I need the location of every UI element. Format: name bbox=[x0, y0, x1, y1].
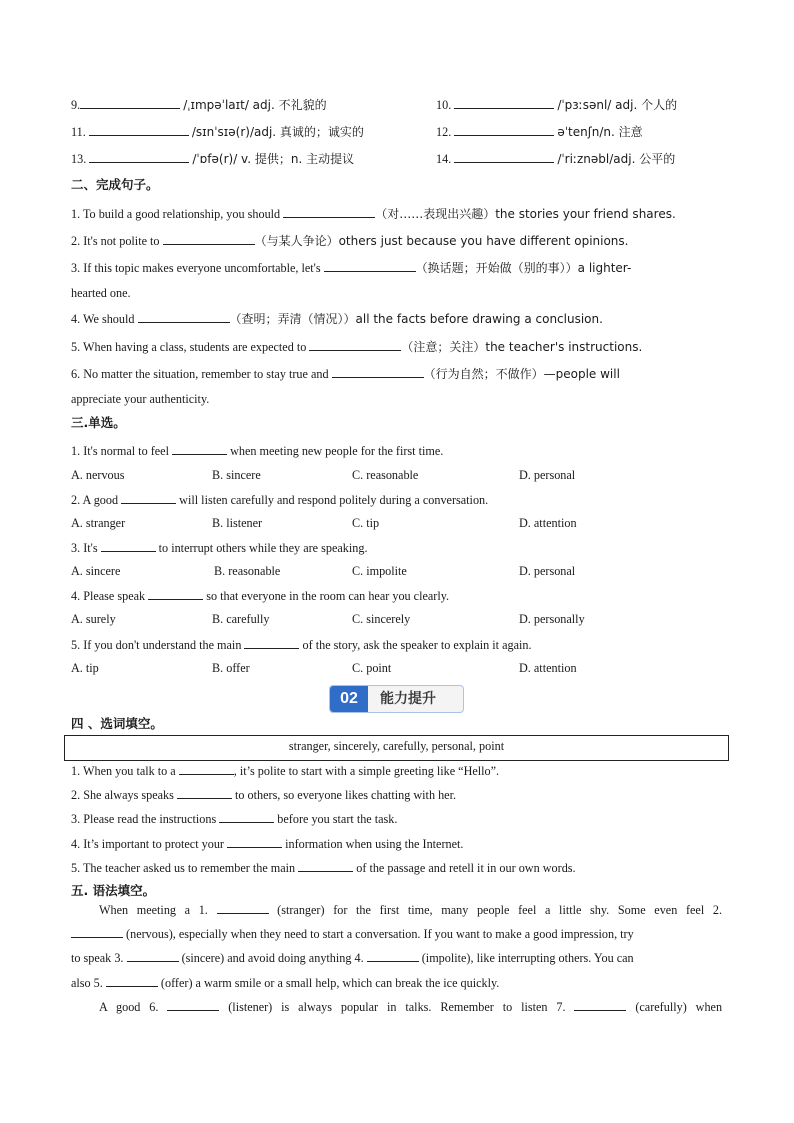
question-4: 4. Please speak so that everyone in the room can hear you clearly. bbox=[71, 589, 450, 603]
answer-blank[interactable] bbox=[80, 96, 180, 109]
option-d[interactable]: D. attention bbox=[519, 516, 577, 530]
answer-blank[interactable] bbox=[309, 338, 401, 351]
answer-blank[interactable] bbox=[454, 123, 554, 136]
passage-line-1: When meeting a 1. (stranger) for the first time, many people feel a little shy. Some even feel 2. bbox=[99, 903, 722, 917]
answer-blank[interactable] bbox=[106, 974, 158, 987]
option-a[interactable]: A. stranger bbox=[71, 516, 126, 530]
answer-blank[interactable] bbox=[177, 786, 232, 799]
passage-line-3: to speak 3. (sincere) and avoid doing anything 4. (impolite), like interrupting others. You can bbox=[71, 951, 634, 965]
vocab-item-13: 13. /ˈɒfə(r)/ v. 提供；n. 主动提议 bbox=[71, 152, 355, 166]
option-d[interactable]: D. personally bbox=[519, 612, 585, 626]
answer-blank[interactable] bbox=[172, 442, 227, 455]
vocab-item-9: 9. /ˌɪmpəˈlaɪt/ adj. 不礼貌的 bbox=[71, 98, 327, 112]
answer-blank[interactable] bbox=[298, 859, 353, 872]
fill-sentence-5: 5. The teacher asked us to remember the main of the passage and retell it in our own words. bbox=[71, 861, 576, 875]
option-d[interactable]: D. personal bbox=[519, 564, 576, 578]
sentence-5: 5. When having a class, students are expected to （注意；关注）the teacher's instructions. bbox=[71, 340, 643, 354]
answer-blank[interactable] bbox=[138, 310, 230, 323]
badge-label: 能力提升 bbox=[380, 691, 436, 707]
answer-blank[interactable] bbox=[217, 901, 269, 914]
option-c[interactable]: C. tip bbox=[352, 516, 380, 530]
passage-line-4: also 5. (offer) a warm smile or a small help, which can break the ice quickly. bbox=[71, 976, 500, 990]
answer-blank[interactable] bbox=[101, 539, 156, 552]
option-d[interactable]: D. personal bbox=[519, 468, 576, 482]
option-a[interactable]: A. nervous bbox=[71, 468, 125, 482]
answer-blank[interactable] bbox=[163, 232, 255, 245]
sentence-2: 2. It's not polite to （与某人争论）others just because you have different opinions. bbox=[71, 234, 629, 248]
answer-blank[interactable] bbox=[179, 762, 234, 775]
question-2: 2. A good will listen carefully and respond politely during a conversation. bbox=[71, 493, 489, 507]
fill-sentence-4: 4. It’s important to protect your information when using the Internet. bbox=[71, 837, 464, 851]
option-c[interactable]: C. sincerely bbox=[352, 612, 411, 626]
option-c[interactable]: C. impolite bbox=[352, 564, 407, 578]
passage-line-5: A good 6. (listener) is always popular in talks. Remember to listen 7. (carefully) when bbox=[99, 1000, 723, 1014]
option-a[interactable]: A. surely bbox=[71, 612, 116, 626]
answer-blank[interactable] bbox=[332, 365, 424, 378]
answer-blank[interactable] bbox=[244, 636, 299, 649]
fill-sentence-1: 1. When you talk to a , it’s polite to start with a simple greeting like “Hello”. bbox=[71, 764, 500, 778]
badge-number: 02 bbox=[330, 686, 368, 712]
vocab-item-12: 12. əˈtenʃn/n. 注意 bbox=[436, 125, 643, 139]
level-badge bbox=[329, 685, 464, 713]
option-b[interactable]: B. reasonable bbox=[214, 564, 281, 578]
option-a[interactable]: A. tip bbox=[71, 661, 99, 675]
vocab-item-14: 14. /ˈriːznəbl/adj. 公平的 bbox=[436, 152, 676, 166]
answer-blank[interactable] bbox=[219, 810, 274, 823]
answer-blank[interactable] bbox=[89, 123, 189, 136]
sentence-1: 1. To build a good relationship, you should （对……表现出兴趣）the stories your friend shares. bbox=[71, 207, 676, 221]
option-b[interactable]: B. sincere bbox=[212, 468, 261, 482]
question-3: 3. It's to interrupt others while they are speaking. bbox=[71, 541, 368, 555]
answer-blank[interactable] bbox=[283, 205, 375, 218]
answer-blank[interactable] bbox=[89, 150, 189, 163]
answer-blank[interactable] bbox=[71, 925, 123, 938]
option-d[interactable]: D. attention bbox=[519, 661, 577, 675]
answer-blank[interactable] bbox=[324, 259, 416, 272]
answer-blank[interactable] bbox=[367, 949, 419, 962]
section3-title: 三.单选。 bbox=[71, 415, 126, 430]
answer-blank[interactable] bbox=[454, 150, 554, 163]
word-bank: stranger, sincerely, carefully, personal, point bbox=[64, 735, 729, 761]
answer-blank[interactable] bbox=[227, 835, 282, 848]
passage-line-2: (nervous), especially when they need to start a conversation. If you want to make a good impression, try bbox=[71, 925, 722, 942]
answer-blank[interactable] bbox=[574, 998, 626, 1011]
sentence-6: 6. No matter the situation, remember to stay true and （行为自然；不做作）—people will bbox=[71, 367, 620, 381]
option-b[interactable]: B. carefully bbox=[212, 612, 270, 626]
answer-blank[interactable] bbox=[148, 587, 203, 600]
question-5: 5. If you don't understand the main of the story, ask the speaker to explain it again. bbox=[71, 638, 532, 652]
section5-title: 五. 语法填空。 bbox=[71, 883, 156, 898]
option-c[interactable]: C. point bbox=[352, 661, 392, 675]
fill-sentence-3: 3. Please read the instructions before you start the task. bbox=[71, 812, 398, 826]
fill-sentence-2: 2. She always speaks to others, so everyone likes chatting with her. bbox=[71, 788, 457, 802]
answer-blank[interactable] bbox=[454, 96, 554, 109]
answer-blank[interactable] bbox=[127, 949, 179, 962]
answer-blank[interactable] bbox=[121, 491, 176, 504]
sentence-3-cont: hearted one. bbox=[71, 286, 131, 300]
section4-title: 四 、选词填空。 bbox=[71, 716, 163, 731]
section2-title: 二、完成句子。 bbox=[71, 177, 159, 192]
question-1: 1. It's normal to feel when meeting new people for the first time. bbox=[71, 444, 444, 458]
vocab-item-10: 10. /ˈpɜːsənl/ adj. 个人的 bbox=[436, 98, 678, 112]
answer-blank[interactable] bbox=[167, 998, 219, 1011]
sentence-4: 4. We should （查明；弄清（情况））all the facts before drawing a conclusion. bbox=[71, 312, 603, 326]
option-a[interactable]: A. sincere bbox=[71, 564, 121, 578]
option-b[interactable]: B. offer bbox=[212, 661, 250, 675]
option-b[interactable]: B. listener bbox=[212, 516, 263, 530]
vocab-item-11: 11. /sɪnˈsɪə(r)/adj. 真诚的；诚实的 bbox=[71, 125, 364, 139]
sentence-6-cont: appreciate your authenticity. bbox=[71, 392, 210, 406]
option-c[interactable]: C. reasonable bbox=[352, 468, 419, 482]
sentence-3: 3. If this topic makes everyone uncomfortable, let's （换话题；开始做（别的事））a lighter- bbox=[71, 261, 632, 275]
